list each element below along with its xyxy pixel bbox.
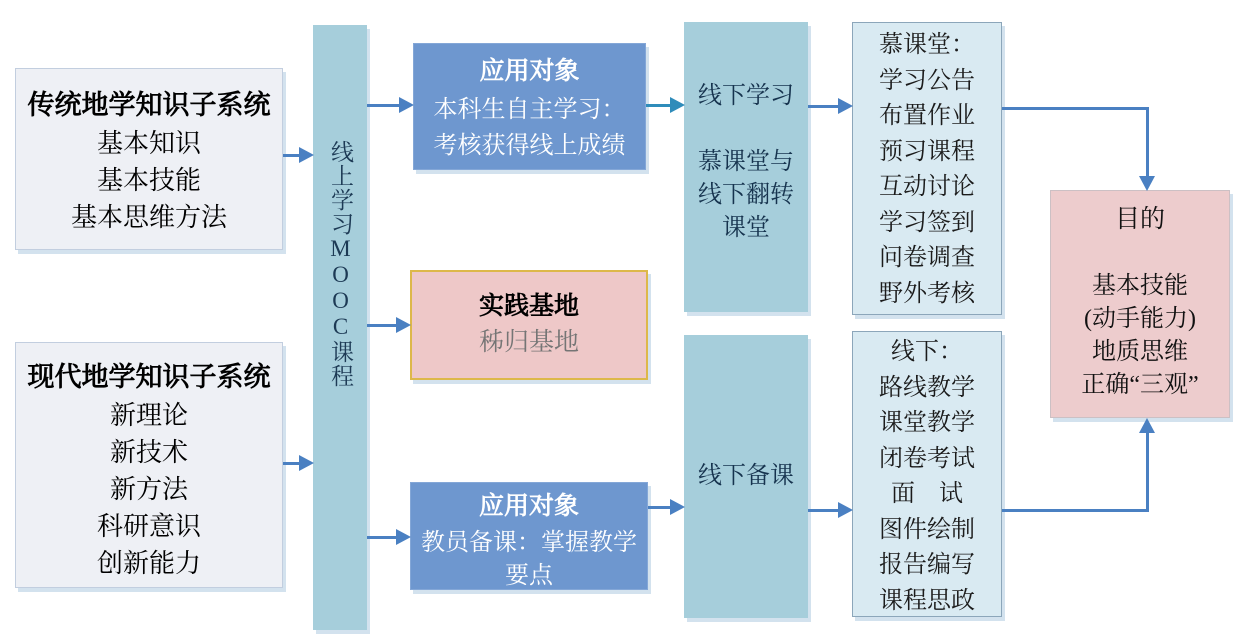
arrow-head-icon xyxy=(299,455,314,471)
node-line: (动手能力) xyxy=(1084,306,1196,332)
node-offline-study xyxy=(684,22,808,312)
list-line: 互动讨论 xyxy=(879,174,975,200)
node-traditional-subsystem xyxy=(15,68,283,250)
list-line: 预习课程 xyxy=(879,138,975,165)
list-line: 路线教学 xyxy=(879,374,975,401)
arrow-head-icon xyxy=(1139,176,1155,191)
arrow-head-icon xyxy=(838,502,853,518)
node-body: 本科生自主学习：考核获得线上成绩 xyxy=(433,97,626,159)
list-line: 野外考核 xyxy=(879,280,975,307)
list-line: 课程思政 xyxy=(879,587,975,614)
list-line: 布置作业 xyxy=(879,103,975,129)
node-subtitle: 秭归基地 xyxy=(478,329,579,356)
arrow-head-icon xyxy=(1139,418,1155,433)
node-line: 线下翻转 xyxy=(698,182,794,208)
arrow-head-icon xyxy=(396,317,411,333)
arrow-head-icon xyxy=(670,97,685,113)
node-line: 正确“三观” xyxy=(1081,372,1199,398)
spacer xyxy=(684,113,808,146)
list-line: 慕课堂： xyxy=(879,32,975,58)
spacer xyxy=(1051,238,1229,270)
list-line: 学习公告 xyxy=(879,67,975,94)
node-mooc-classroom-list xyxy=(852,22,1002,315)
node-modern-subsystem xyxy=(15,342,283,588)
node-apply-teachers xyxy=(410,482,648,590)
node-offline-prep xyxy=(684,335,808,618)
list-line: 问卷调查 xyxy=(879,245,975,271)
node-offline-activity-list xyxy=(852,331,1002,617)
list-line: 面 试 xyxy=(891,481,963,507)
node-item: 科研意识 xyxy=(96,512,201,541)
node-apply-students xyxy=(413,43,646,170)
node-title: 线下学习 xyxy=(698,83,794,109)
node-title: 实践基地 xyxy=(478,293,579,320)
node-label: 线下备课 xyxy=(698,463,794,489)
node-online-mooc-bar xyxy=(313,25,367,630)
list-line: 报告编写 xyxy=(879,552,975,578)
node-title: 应用对象 xyxy=(478,493,579,520)
arrow-head-icon xyxy=(396,529,411,545)
node-line: 慕课堂与 xyxy=(698,149,794,175)
arrow-head-icon xyxy=(299,147,314,163)
list-line: 闭卷考试 xyxy=(879,445,975,472)
list-line: 线下： xyxy=(891,339,963,365)
node-item: 基本技能 xyxy=(96,166,201,195)
arrow-head-icon xyxy=(838,98,853,114)
arrow-head-icon xyxy=(399,97,414,113)
node-item: 基本知识 xyxy=(96,129,201,158)
node-item: 新理论 xyxy=(109,401,188,430)
node-title: 目的 xyxy=(1114,206,1165,233)
node-title: 现代地学知识子系统 xyxy=(27,362,271,392)
node-item: 基本思维方法 xyxy=(70,203,227,232)
node-practice-base xyxy=(410,270,648,380)
list-line: 图件绘制 xyxy=(879,516,975,543)
node-purpose xyxy=(1050,190,1230,418)
node-title: 应用对象 xyxy=(479,58,580,85)
node-label: 线上学习MOOC课程 xyxy=(328,140,353,388)
node-item: 新方法 xyxy=(109,475,188,504)
node-title: 传统地学知识子系统 xyxy=(27,90,271,120)
arrow-head-icon xyxy=(670,499,685,515)
list-line: 课堂教学 xyxy=(879,410,975,436)
list-line: 学习签到 xyxy=(879,209,975,236)
node-line: 课堂 xyxy=(722,215,770,241)
node-item: 创新能力 xyxy=(96,549,201,578)
node-item: 新技术 xyxy=(109,438,188,467)
node-body: 教员备课：掌握教学要点 xyxy=(421,530,637,589)
node-line: 地质思维 xyxy=(1092,339,1188,365)
node-line: 基本技能 xyxy=(1092,273,1188,299)
